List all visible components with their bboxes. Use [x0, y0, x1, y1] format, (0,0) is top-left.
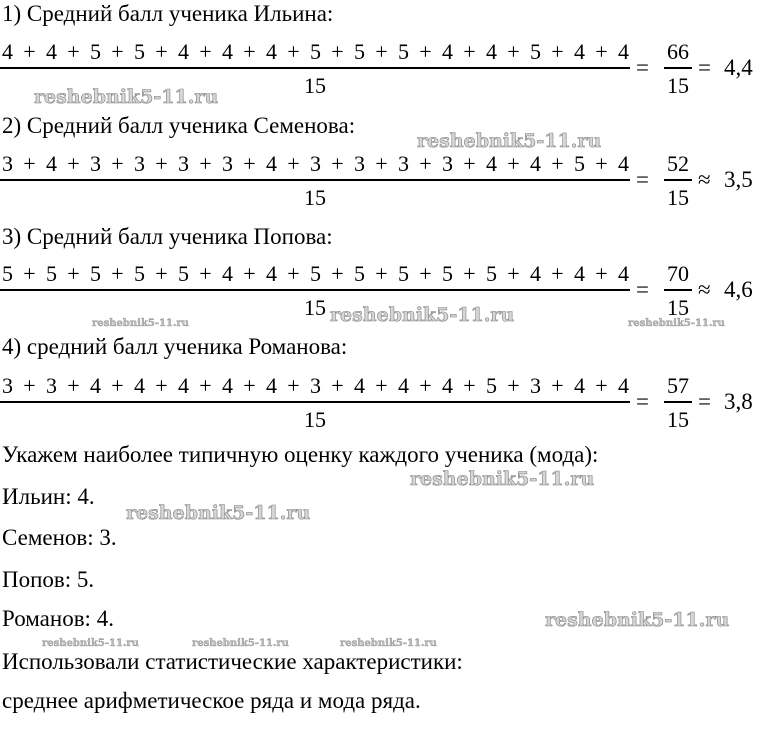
section-3-result: 4,6	[724, 277, 753, 302]
watermark: reshebnik5-11.ru	[192, 638, 289, 649]
section-4-formula	[0, 375, 760, 435]
section-2-fraction-bar	[0, 179, 630, 181]
section-2-numerator: 3 + 4 + 3 + 3 + 3 + 3 + 4 + 3 + 3 + 3 + 3 + 4 + 4 + 5 + 4	[2, 151, 629, 176]
watermark: reshebnik5-11.ru	[42, 638, 139, 649]
section-1-equals: =	[636, 55, 649, 80]
section-3-fraction-bar	[0, 289, 630, 291]
section-2-denominator: 15	[304, 185, 326, 210]
section-4-equals: =	[636, 389, 649, 414]
section-4-fraction-bar	[0, 401, 630, 403]
mode-semenov: Семенов: 3.	[2, 525, 117, 550]
section-3-heading: 3) Средний балл ученика Попова:	[2, 224, 333, 249]
watermark: reshebnik5-11.ru	[417, 130, 602, 152]
mode-ilyin: Ильин: 4.	[2, 484, 95, 509]
watermark: reshebnik5-11.ru	[126, 502, 311, 524]
watermark: reshebnik5-11.ru	[545, 609, 730, 631]
section-3-denominator: 15	[304, 295, 326, 320]
section-4-result-numerator: 57	[667, 373, 689, 398]
section-3-numerator: 5 + 5 + 5 + 5 + 5 + 4 + 4 + 5 + 5 + 5 + 5 + 5 + 4 + 4 + 4	[2, 261, 629, 286]
mode-popov: Попов: 5.	[2, 567, 95, 592]
section-1-numerator: 4 + 4 + 5 + 5 + 4 + 4 + 4 + 5 + 5 + 5 + 4 + 4 + 5 + 4 + 4	[2, 39, 629, 64]
section-2-result-numerator: 52	[667, 151, 689, 176]
section-2-result-bar	[664, 179, 692, 181]
conclusion-line-1: Использовали статистические характеристики:	[2, 649, 463, 674]
section-3-relation: ≈	[698, 277, 711, 302]
section-4-heading: 4) средний балл ученика Романова:	[2, 334, 348, 359]
section-2-equals: =	[636, 167, 649, 192]
mode-intro: Укажем наиболее типичную оценку каждого ученика (мода):	[2, 442, 599, 467]
section-3-result-bar	[664, 289, 692, 291]
section-1-heading: 1) Средний балл ученика Ильина:	[2, 1, 334, 26]
watermark: reshebnik5-11.ru	[34, 86, 219, 108]
section-2-heading: 2) Средний балл ученика Семенова:	[2, 113, 356, 138]
section-4-result-denominator: 15	[667, 407, 689, 432]
section-3-result-denominator: 15	[667, 295, 689, 320]
section-3-equals: =	[636, 277, 649, 302]
section-2-relation: ≈	[698, 167, 711, 192]
section-4-relation: =	[698, 389, 711, 414]
section-4-result-bar	[664, 401, 692, 403]
section-4-numerator: 3 + 3 + 4 + 4 + 4 + 4 + 4 + 3 + 4 + 4 + 4 + 5 + 3 + 4 + 4	[2, 373, 629, 398]
section-4-denominator: 15	[304, 407, 326, 432]
section-1-result-denominator: 15	[667, 73, 689, 98]
section-1-denominator: 15	[304, 73, 326, 98]
section-4-result: 3,8	[724, 389, 753, 414]
section-1-result-bar	[664, 67, 692, 69]
section-2-formula	[0, 153, 760, 213]
section-1-result: 4,4	[724, 55, 753, 80]
section-1-fraction-bar	[0, 67, 630, 69]
section-1-result-numerator: 66	[667, 39, 689, 64]
section-3-result-numerator: 70	[667, 261, 689, 286]
watermark: reshebnik5-11.ru	[410, 468, 595, 490]
watermark: reshebnik5-11.ru	[92, 318, 189, 329]
section-1-relation: =	[698, 55, 711, 80]
conclusion-line-2: среднее арифметическое ряда и мода ряда.	[2, 688, 421, 713]
section-2-result-denominator: 15	[667, 185, 689, 210]
mode-romanov: Романов: 4.	[2, 606, 114, 631]
watermark: reshebnik5-11.ru	[628, 318, 725, 329]
section-2-result: 3,5	[724, 167, 753, 192]
watermark: reshebnik5-11.ru	[340, 638, 437, 649]
watermark: reshebnik5-11.ru	[330, 304, 515, 326]
